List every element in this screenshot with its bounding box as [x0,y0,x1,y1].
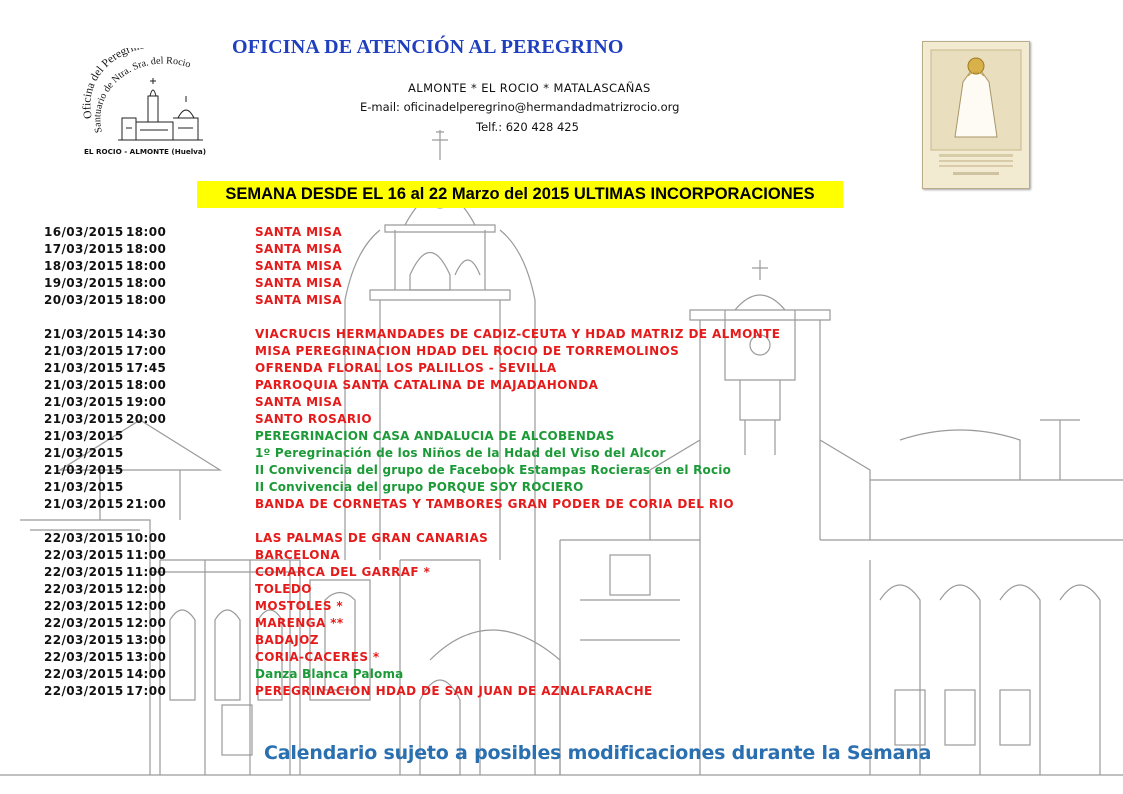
schedule-date: 21/03/2015 [44,412,124,426]
schedule-event: SANTA MISA [255,259,343,273]
schedule-time: 21:00 [126,497,167,511]
schedule-time: 11:00 [126,565,167,579]
schedule-date: 20/03/2015 [44,293,124,307]
schedule-date: 21/03/2015 [44,344,124,358]
schedule-time: 14:00 [126,667,167,681]
schedule-event: SANTA MISA [255,395,343,409]
schedule-time: 17:45 [126,361,167,375]
schedule-date: 22/03/2015 [44,548,124,562]
schedule-event: VIACRUCIS HERMANDADES DE CADIZ-CEUTA Y HDAD MATRIZ DE ALMONTE [255,327,781,341]
schedule-date: 21/03/2015 [44,327,124,341]
schedule-time: 13:00 [126,650,167,664]
schedule-date: 21/03/2015 [44,497,124,511]
schedule-date: 22/03/2015 [44,616,124,630]
logo-bottom-text: EL ROCIO - ALMONTE (Huelva) [84,147,206,156]
schedule-date: 22/03/2015 [44,565,124,579]
schedule-event: BANDA DE CORNETAS Y TAMBORES GRAN PODER DE CORIA DEL RIO [255,497,735,511]
schedule-event: PARROQUIA SANTA CATALINA DE MAJADAHONDA [255,378,599,392]
email-line: E-mail: oficinadelperegrino@hermandadmatrizrocio.org [360,100,680,114]
schedule-date: 22/03/2015 [44,650,124,664]
schedule-event: LAS PALMAS DE GRAN CANARIAS [255,531,489,545]
schedule-event: II Convivencia del grupo PORQUE SOY ROCIERO [255,480,584,494]
schedule-time: 14:30 [126,327,167,341]
logo-church-icon [118,78,203,140]
schedule-date: 21/03/2015 [44,429,124,443]
schedule-date: 17/03/2015 [44,242,124,256]
schedule-date: 22/03/2015 [44,633,124,647]
schedule-date: 22/03/2015 [44,684,124,698]
logo-inner-text: Santuario de Ntra. Sra. del Rocio [92,55,192,134]
schedule-date: 21/03/2015 [44,395,124,409]
schedule-event: PEREGRINACION CASA ANDALUCIA DE ALCOBENDAS [255,429,615,443]
schedule-event: 1º Peregrinación de los Niños de la Hdad del Viso del Alcor [255,446,666,460]
office-logo [78,48,240,160]
schedule-time: 17:00 [126,344,167,358]
schedule-event: BADAJOZ [255,633,319,647]
schedule-time: 18:00 [126,276,167,290]
schedule-time: 18:00 [126,378,167,392]
schedule-time: 12:00 [126,582,167,596]
schedule-event: TOLEDO [255,582,312,596]
schedule-event: SANTO ROSARIO [255,412,373,426]
schedule-event: Danza Blanca Paloma [255,667,404,681]
schedule-date: 21/03/2015 [44,463,124,477]
week-banner: SEMANA DESDE EL 16 al 22 Marzo del 2015 ULTIMAS INCORPORACIONES [197,181,843,208]
schedule-event: SANTA MISA [255,276,343,290]
schedule-time: 12:00 [126,616,167,630]
virgin-image [922,41,1030,189]
locations-line: ALMONTE * EL ROCIO * MATALASCAÑAS [408,81,651,95]
schedule-date: 18/03/2015 [44,259,124,273]
schedule-event: MARENGA ** [255,616,344,630]
schedule-date: 22/03/2015 [44,667,124,681]
schedule-event: SANTA MISA [255,242,343,256]
schedule-event: II Convivencia del grupo de Facebook Estampas Rocieras en el Rocio [255,463,732,477]
schedule-event: PEREGRINACION HDAD DE SAN JUAN DE AZNALFARACHE [255,684,653,698]
schedule-date: 19/03/2015 [44,276,124,290]
schedule-time: 18:00 [126,259,167,273]
schedule-event: BARCELONA [255,548,341,562]
schedule-time: 17:00 [126,684,167,698]
footer-notice: Calendario sujeto a posibles modificaciones durante la Semana [264,742,932,764]
logo-arc-text: Oficina del Peregri [81,48,136,120]
schedule-date: 21/03/2015 [44,361,124,375]
page-title: OFICINA DE ATENCIÓN AL PEREGRINO [232,36,624,58]
schedule-date: 16/03/2015 [44,225,124,239]
schedule-time: 13:00 [126,633,167,647]
schedule-time: 18:00 [126,293,167,307]
schedule-date: 21/03/2015 [44,480,124,494]
schedule-time: 18:00 [126,242,167,256]
schedule-date: 22/03/2015 [44,531,124,545]
schedule-time: 10:00 [126,531,167,545]
schedule-event: OFRENDA FLORAL LOS PALILLOS - SEVILLA [255,361,557,375]
schedule-date: 22/03/2015 [44,599,124,613]
schedule-date: 22/03/2015 [44,582,124,596]
phone-line: Telf.: 620 428 425 [476,120,579,134]
schedule-event: MISA PEREGRINACION HDAD DEL ROCIO DE TORREMOLINOS [255,344,680,358]
schedule-date: 21/03/2015 [44,378,124,392]
schedule-event: SANTA MISA [255,225,343,239]
schedule-event: COMARCA DEL GARRAF * [255,565,431,579]
schedule-event: SANTA MISA [255,293,343,307]
schedule-event: CORIA-CACERES * [255,650,380,664]
schedule-time: 12:00 [126,599,167,613]
schedule-date: 21/03/2015 [44,446,124,460]
schedule-time: 20:00 [126,412,167,426]
schedule-event: MOSTOLES * [255,599,344,613]
schedule-time: 11:00 [126,548,167,562]
schedule-time: 18:00 [126,225,167,239]
schedule-time: 19:00 [126,395,167,409]
